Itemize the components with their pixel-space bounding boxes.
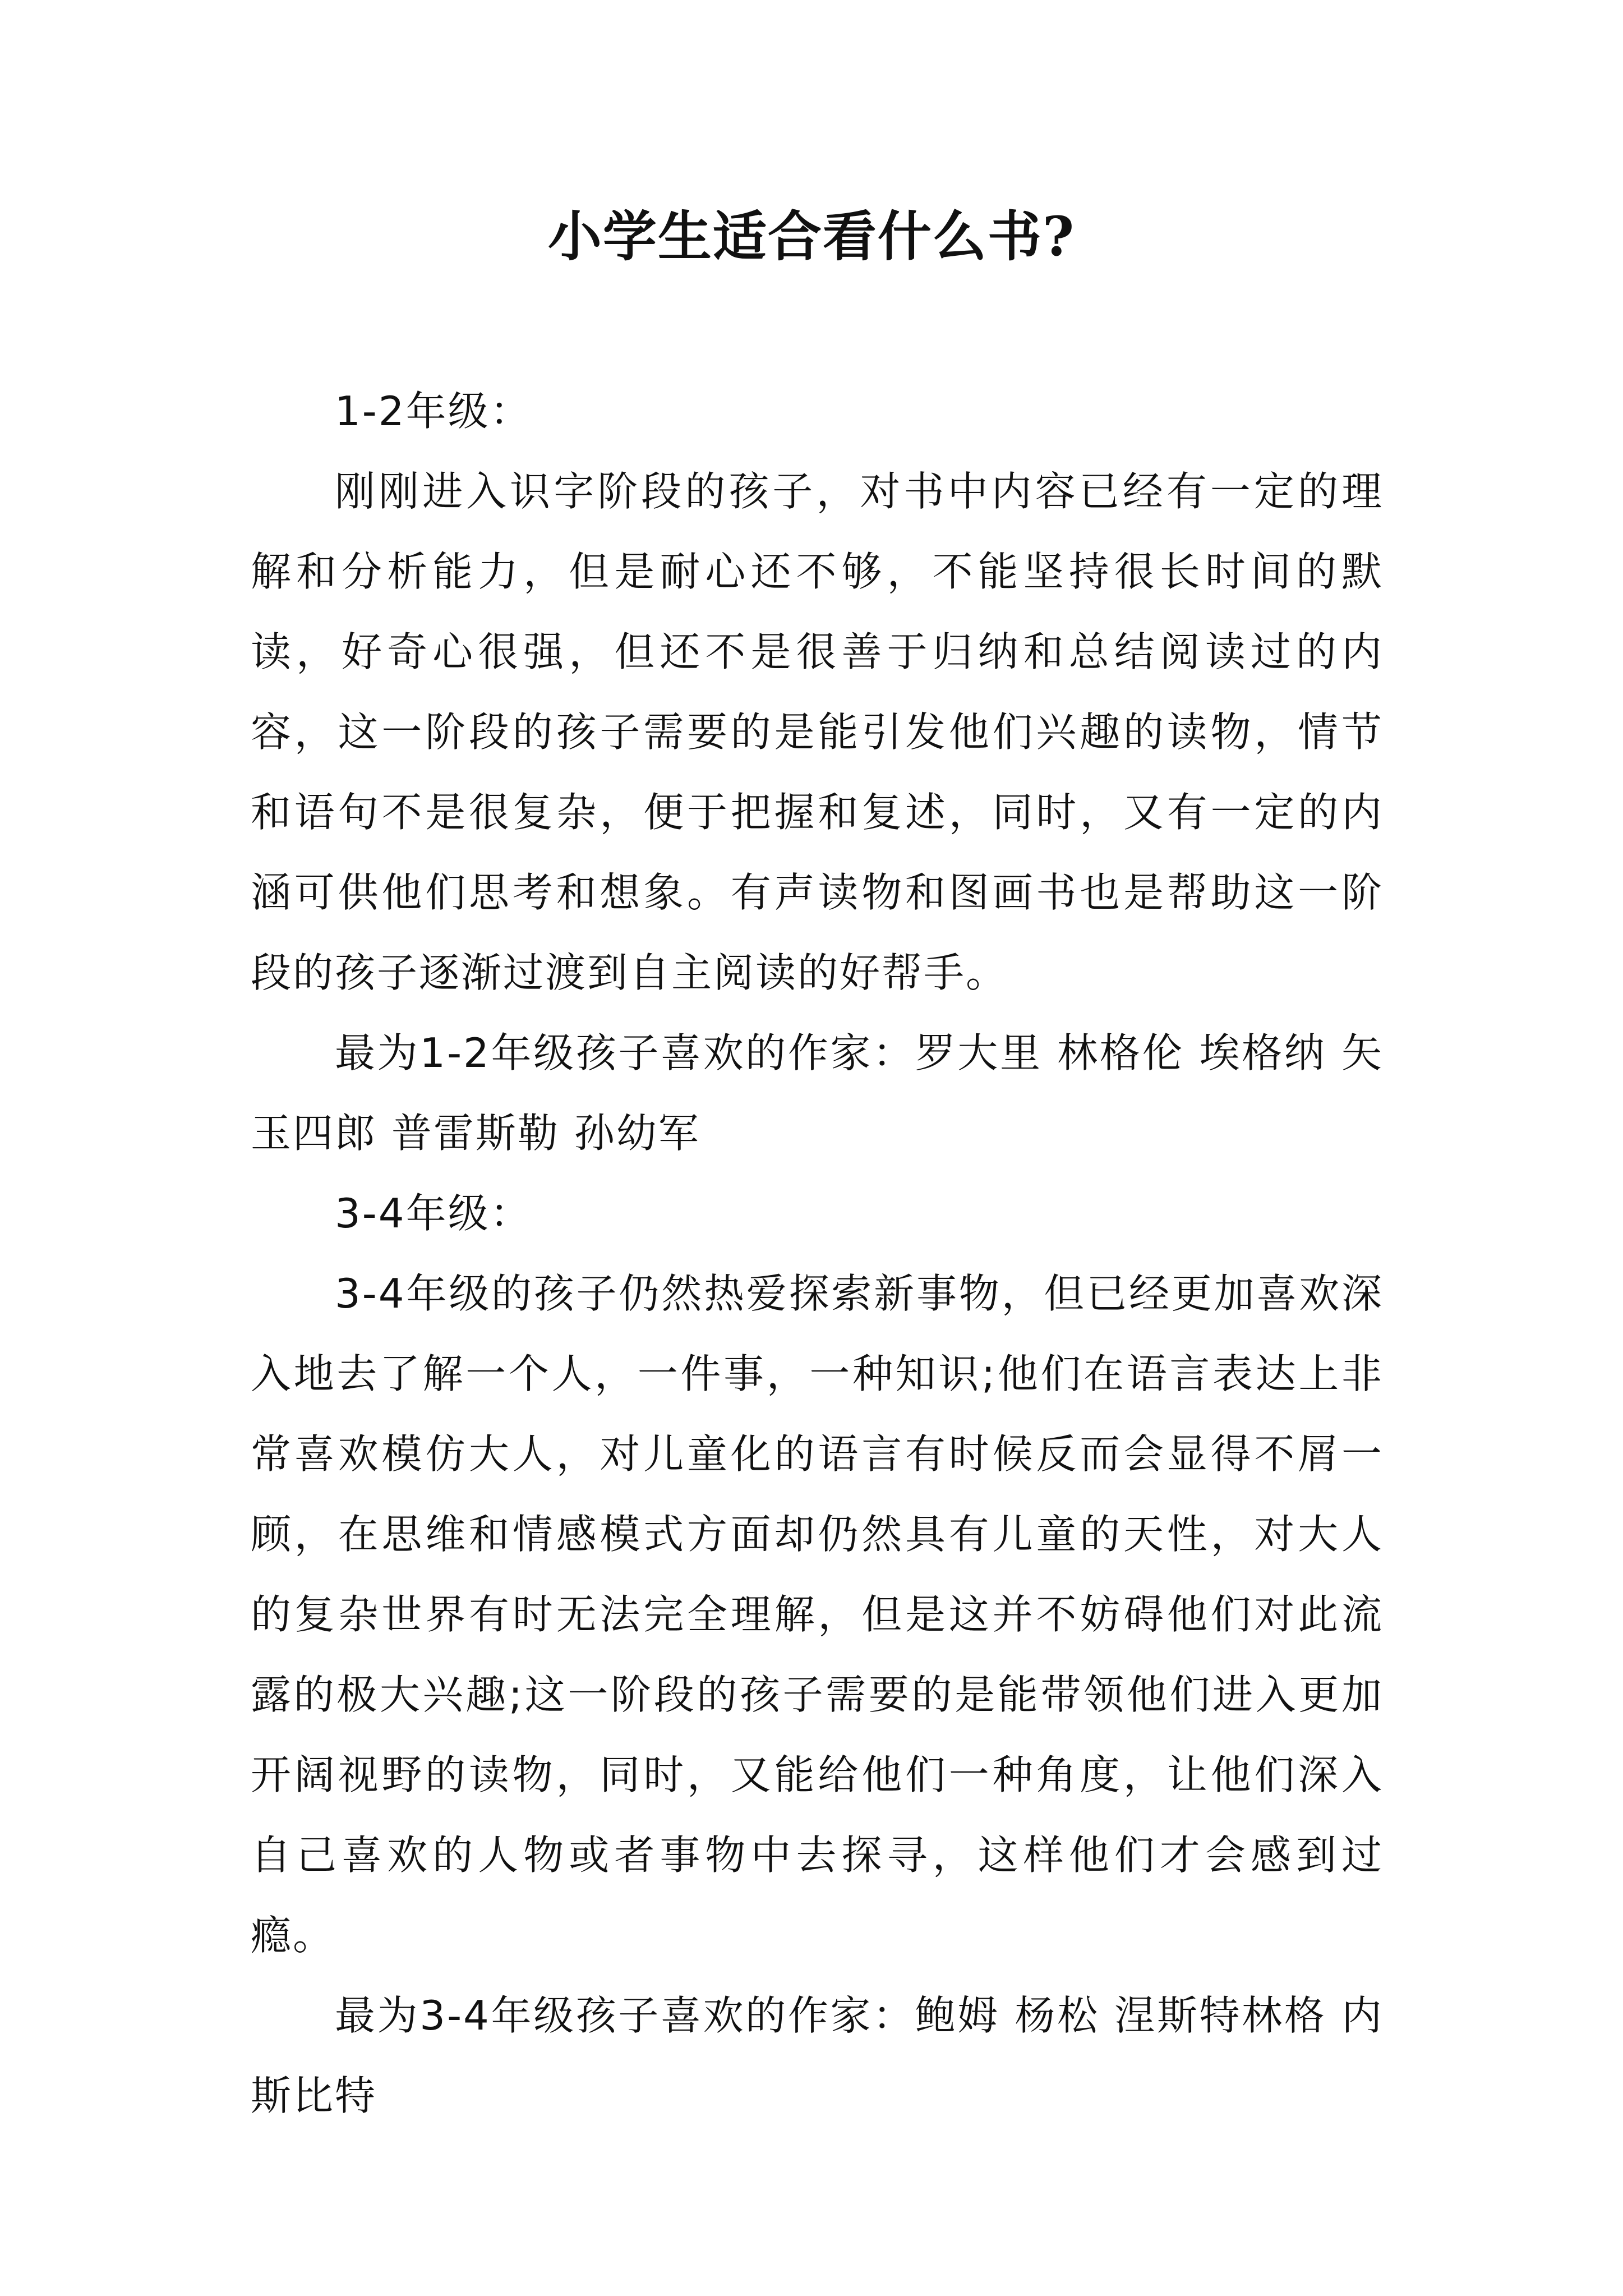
paragraph-grade-3-4-description: 3-4年级的孩子仍然热爱探索新事物，但已经更加喜欢深入地去了解一个人，一件事，一种知识;他们在语言表达上非常喜欢模仿大人，对儿童化的语言有时候反而会显得不屑一顾，在思维和情感模式方面却仍然具有儿童的天性，对大人的复杂世界有时无法完全理解，但是这并不妨碍他们对此流露的极大兴趣;这一阶段的孩子需要的是能带领他们进入更加开阔视野的读物，同时，又能给他们一种角度，让他们深入自己喜欢的人物或者事物中去探寻，这样他们才会感到过瘾。 (251, 1270, 1384, 1959)
section-heading-grade-3-4: 3-4年级： (335, 1190, 532, 1237)
paragraph-grade-3-4-authors: 最为3-4年级孩子喜欢的作家：鲍姆 杨松 涅斯特林格 内斯比特 (251, 1992, 1384, 2119)
paragraph-grade-1-2-authors: 最为1-2年级孩子喜欢的作家：罗大里 林格伦 埃格纳 矢玉四郎 普雷斯勒 孙幼军 (251, 1029, 1384, 1157)
document-body (251, 371, 1384, 2136)
paragraph-grade-1-2-description: 刚刚进入识字阶段的孩子，对书中内容已经有一定的理解和分析能力，但是耐心还不够，不能坚持很长时间的默读，好奇心很强，但还不是很善于归纳和总结阅读过的内容，这一阶段的孩子需要的是能引发他们兴趣的读物，情节和语句不是很复杂，便于把握和复述，同时，又有一定的内涵可供他们思考和想象。有声读物和图画书也是帮助这一阶段的孩子逐渐过渡到自主阅读的好帮手。 (251, 468, 1384, 996)
section-heading-grade-1-2: 1-2年级： (335, 388, 532, 435)
document-title: 小学生适合看什么书? (547, 205, 1076, 268)
